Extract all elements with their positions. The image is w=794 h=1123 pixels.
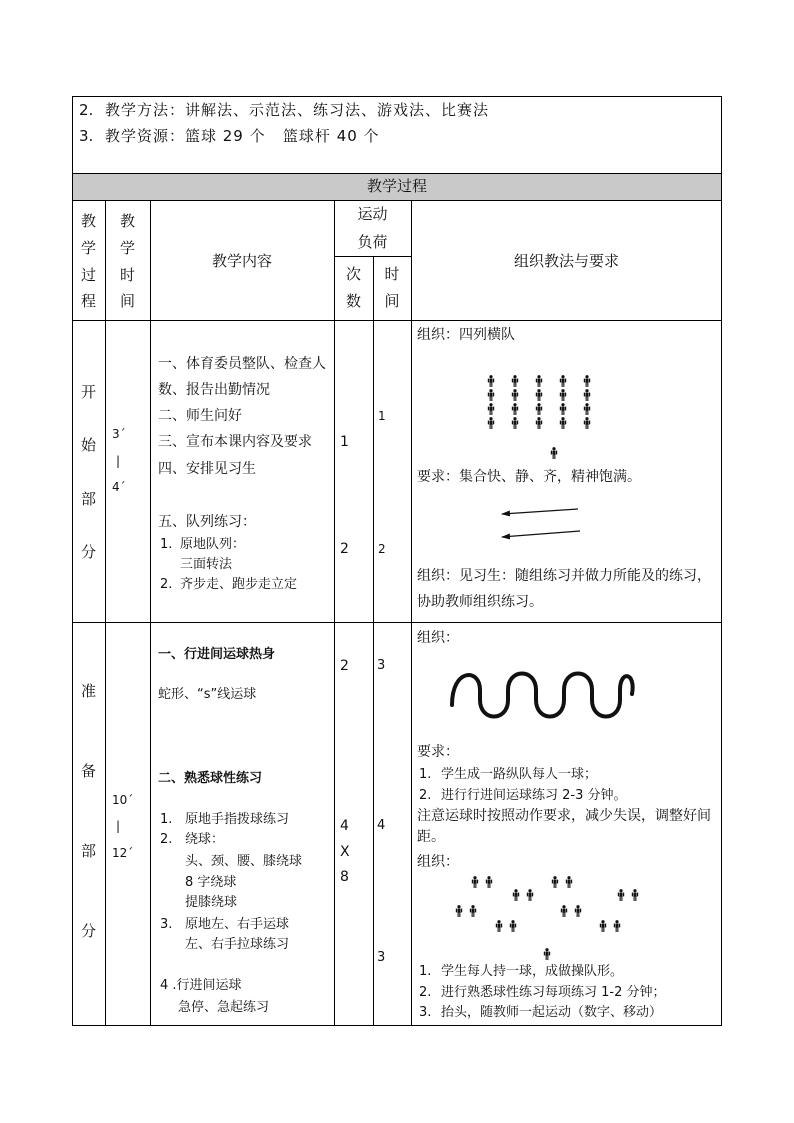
content-line: 左、右手拉球练习 (185, 937, 290, 952)
method-org-title: 组织： (417, 854, 459, 870)
student-icon (600, 920, 606, 932)
stage-label-char: 部 (80, 842, 96, 860)
student-icon (536, 417, 542, 429)
content-line: 三面转法 (180, 557, 233, 572)
header-content: 教学内容 (211, 252, 272, 270)
stage-label-char: 始 (80, 436, 96, 454)
content-item-text: 原地手指拨球练习 (185, 812, 290, 827)
student-icon (510, 920, 516, 932)
method-org-title: 组织： (417, 630, 459, 646)
stage-label-char: 备 (80, 762, 96, 780)
student-icon (575, 905, 581, 917)
student-icon (584, 417, 590, 429)
student-icon (470, 905, 476, 917)
time-range-value: 12´ (112, 846, 134, 860)
stage-label-char: 分 (80, 543, 96, 561)
header-time-char: 时 (119, 266, 135, 284)
student-icon (618, 889, 624, 901)
header-method: 组织教法与要求 (513, 252, 619, 270)
time-range-separator: | (116, 454, 121, 468)
method-note-line: 注意运球时按照动作要求，减少失误，调整好间 (417, 808, 711, 824)
content-heading: 二、熟悉球性练习 (158, 771, 263, 786)
method-item-number: 2. (419, 788, 432, 803)
time-range-separator: | (116, 819, 121, 833)
info-item-number: 3. (79, 127, 94, 145)
info-item-number: 2. (79, 101, 94, 119)
content-item-number: 2. (160, 832, 173, 847)
method-org-title: 组织：四列横队 (417, 327, 515, 343)
header-load-label: 运动 (357, 205, 388, 223)
content-line: 头、颈、腰、膝绕球 (185, 854, 303, 869)
content-line: 急停、急起练习 (178, 1000, 270, 1015)
stage-label-char: 分 (80, 922, 96, 940)
student-icon (512, 375, 518, 387)
content-line: 4 .行进间运球 (160, 978, 242, 993)
load-duration-value: 1 (378, 409, 386, 423)
method-note-line: 距。 (417, 829, 445, 845)
scatter-formation-diagram (456, 876, 638, 960)
direction-arrow (502, 531, 580, 537)
method-item-text: 进行熟悉球性练习每项练习 1-2 分钟； (441, 985, 666, 1000)
load-count-value: 1 (340, 434, 349, 450)
header-time-char: 学 (119, 239, 135, 257)
student-icon (512, 417, 518, 429)
student-icon (486, 876, 492, 888)
method-item-number: 3. (419, 1005, 432, 1020)
content-line: 三、宣布本课内容及要求 (158, 434, 312, 450)
student-icon (561, 905, 567, 917)
load-duration-value: 3 (377, 658, 386, 673)
student-icon (512, 403, 518, 415)
content-line: 二、师生问好 (158, 408, 242, 424)
four-row-formation-diagram (488, 375, 590, 459)
load-duration-value: 2 (378, 542, 386, 556)
content-line: 蛇形、“s”线运球 (158, 687, 257, 702)
time-range-value: 10´ (112, 793, 134, 807)
march-direction-arrows (502, 509, 580, 537)
student-icon (560, 403, 566, 415)
content-heading: 一、行进间运球热身 (158, 647, 276, 662)
student-icon (472, 876, 478, 888)
method-note-line: 组织：见习生：随组练习并做力所能及的练习， (417, 568, 711, 584)
stage-label-char: 准 (80, 682, 96, 700)
section-title: 教学过程 (366, 177, 427, 195)
method-item-number: 1. (419, 767, 432, 782)
student-icon (488, 389, 494, 401)
student-icon (552, 876, 558, 888)
info-item-text: 教学方法：讲解法、示范法、练习法、游戏法、比赛法 (105, 101, 490, 119)
content-item-text: 原地左、右手运球 (185, 917, 290, 932)
header-time-char: 教 (119, 212, 135, 230)
content-line: 四、安排见习生 (158, 461, 256, 477)
header-stage-char: 教 (80, 212, 96, 230)
teacher-icon (544, 948, 550, 960)
student-icon (560, 375, 566, 387)
content-item-number: 1. (160, 537, 173, 552)
load-count-value: 2 (340, 541, 349, 557)
load-count-value: 2 (340, 658, 349, 674)
student-icon (512, 389, 518, 401)
student-icon (513, 889, 519, 901)
student-icon (614, 920, 620, 932)
time-range-value: 4´ (112, 480, 126, 494)
time-range-value: 3´ (112, 427, 126, 441)
header-duration-char: 间 (384, 292, 400, 310)
content-line: 一、体育委员整队、检查人 (158, 356, 326, 372)
student-icon (584, 375, 590, 387)
header-stage-char: 学 (80, 239, 96, 257)
load-count-value: X (340, 844, 350, 860)
header-count-char: 次 (345, 265, 361, 283)
info-item-text: 教学资源：篮球 29 个 篮球杆 40 个 (105, 127, 380, 145)
method-item-number: 2. (419, 985, 432, 1000)
header-load-label: 负荷 (357, 233, 388, 251)
teacher-icon (551, 447, 557, 459)
stage-label-char: 部 (80, 490, 96, 508)
student-icon (488, 403, 494, 415)
method-item-text: 进行行进间运球练习 2-3 分钟。 (441, 788, 627, 803)
load-count-value: 4 (340, 818, 349, 834)
method-item-number: 1. (419, 964, 432, 979)
student-icon (488, 417, 494, 429)
content-item-text: 齐步走、跑步走立定 (180, 577, 298, 592)
content-item-number: 3. (160, 917, 173, 932)
content-item-number: 1. (160, 812, 173, 827)
student-icon (632, 889, 638, 901)
method-item-text: 抬头，随教师一起运动（数字、移动） (441, 1005, 663, 1020)
student-icon (527, 889, 533, 901)
student-icon (584, 403, 590, 415)
serpentine-dribble-path (452, 674, 633, 717)
student-icon (488, 375, 494, 387)
load-duration-value: 3 (377, 950, 386, 965)
student-icon (496, 920, 502, 932)
student-icon (536, 389, 542, 401)
method-requirement-title: 要求： (417, 744, 459, 760)
stage-label-char: 开 (80, 383, 96, 401)
content-item-text: 绕球： (185, 832, 225, 847)
student-icon (536, 403, 542, 415)
student-icon (456, 905, 462, 917)
student-icon (584, 389, 590, 401)
header-stage-char: 过 (80, 266, 96, 284)
student-icon (536, 375, 542, 387)
student-icon (560, 389, 566, 401)
header-time-char: 间 (119, 292, 135, 310)
method-requirement: 要求：集合快、静、齐，精神饱满。 (417, 469, 641, 485)
method-item-text: 学生每人持一球，成做操队形。 (441, 964, 624, 979)
header-duration-char: 时 (384, 265, 400, 283)
direction-arrow (502, 509, 578, 514)
header-stage-char: 程 (80, 292, 96, 310)
method-item-text: 学生成一路纵队每人一球； (441, 767, 598, 782)
content-item-text: 原地队列： (180, 537, 246, 552)
load-duration-value: 4 (377, 818, 386, 833)
load-count-value: 8 (340, 869, 349, 885)
content-line: 数、报告出勤情况 (158, 382, 270, 398)
content-line: 8 字绕球 (185, 875, 237, 890)
student-icon (566, 876, 572, 888)
content-line: 提膝绕球 (185, 895, 238, 910)
header-count-char: 数 (345, 292, 361, 310)
content-item-number: 2. (160, 577, 173, 592)
method-note-line: 协助教师组织练习。 (417, 594, 543, 610)
student-icon (560, 417, 566, 429)
content-line: 五、队列练习： (158, 514, 256, 530)
